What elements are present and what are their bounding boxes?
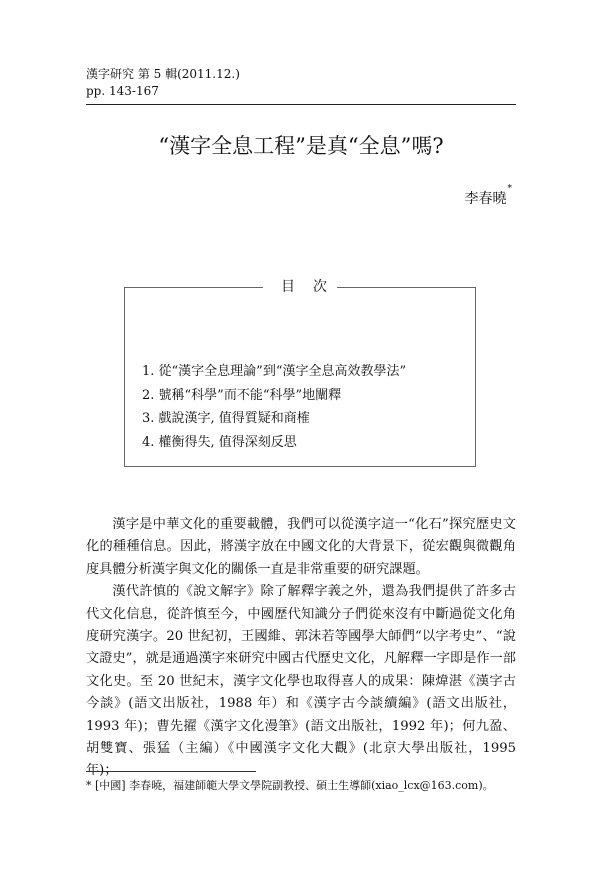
body-text bbox=[86, 514, 516, 783]
journal-info: 漢字研究 第 5 輯(2011.12.) bbox=[86, 67, 240, 81]
author-footnote-mark: * bbox=[507, 184, 512, 194]
toc-item: 2. 號稱“科學”而不能“科學”地闡釋 bbox=[142, 387, 342, 403]
toc-item: 1. 從“漢字全息理論”到“漢字全息高效教學法” bbox=[142, 364, 407, 379]
body-paragraph: 漢字是中華文化的重要載體，我們可以從漢字這一“化石”探究歷史文化的種種信息。因此，將漢字放在中國文化的大背景下，從宏觀與微觀角度具體分析漢字與文化的關係一直是非常重要的研究課題。 bbox=[86, 517, 516, 577]
author-byline bbox=[464, 184, 512, 208]
author-name: 李春曉 bbox=[464, 191, 507, 207]
header-rule bbox=[86, 104, 516, 105]
footnote-rule bbox=[86, 771, 256, 772]
author-footnote: * [中國] 李春曉，福建師範大學文學院副教授、碩士生導師(xiao_lcx@163.com)。 bbox=[86, 779, 494, 792]
toc-item: 3. 戲說漢字, 值得質疑和商榷 bbox=[142, 411, 310, 426]
running-head bbox=[86, 66, 240, 100]
toc-item: 4. 權衡得失, 值得深刻反思 bbox=[142, 434, 297, 450]
article-title: “漢字全息工程”是真“全息”嗎? bbox=[158, 134, 444, 158]
body-paragraph: 漢代許慎的《說文解字》除了解釋字義之外，還為我們提供了許多古代文化信息，從許慎至今，中國歷代知識分子們從來沒有中斷過從文化角度研究漢字。20 世紀初，王國維、郭沫若等國學大師們“以字考史”、“說文證史”，就是通過漢字來研究中國古代歷史文化，凡解釋一字即是作一部文化史。至 20 世紀末，漢字文化學也取得喜人的成果：陳煒湛《漢字古今談》(語文出版社，1988 年）和《漢字古今談續編》(語文出版社，1993 年)；曹先擢《漢字文化漫筆》(語文出版社，1992 年)；何九盈、胡雙寶、張猛（主編）《中國漢字文化大觀》(北京大學出版社，1995 年)； bbox=[86, 584, 516, 779]
toc-list bbox=[142, 360, 406, 454]
toc-heading: 目次 bbox=[263, 276, 337, 296]
page-range: pp. 143-167 bbox=[86, 84, 159, 98]
